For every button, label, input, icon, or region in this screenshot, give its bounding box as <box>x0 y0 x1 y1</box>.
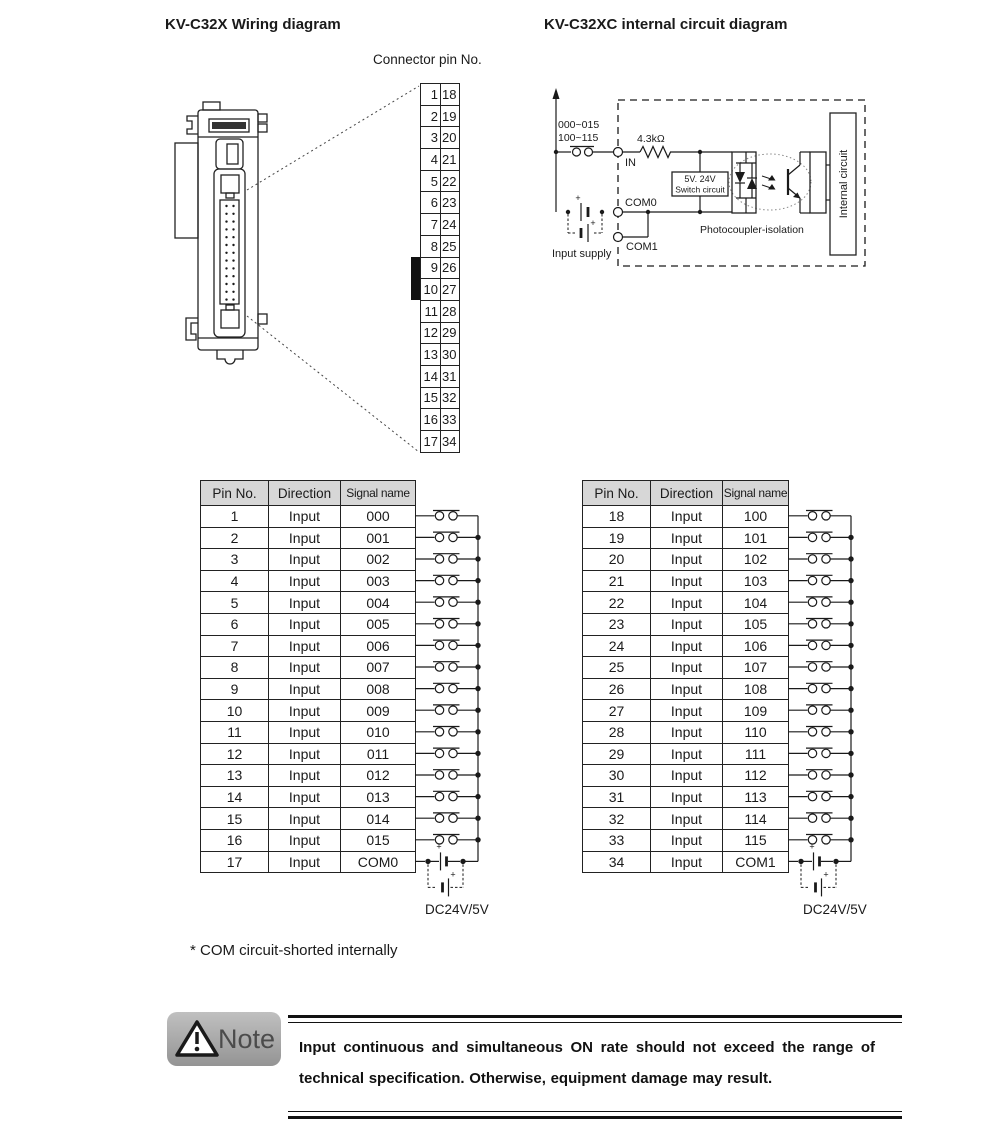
switch-symbol <box>415 619 481 629</box>
signal-cell: 003 <box>341 570 416 592</box>
switch-box-line2: Switch circuit <box>675 184 725 195</box>
direction-cell: Input <box>651 721 723 743</box>
switch-diagram-left <box>415 505 490 915</box>
direction-cell: Input <box>269 613 341 635</box>
table-row <box>583 700 789 722</box>
signal-cell: 111 <box>723 743 789 765</box>
table-row <box>201 851 416 873</box>
table-row <box>201 635 416 657</box>
signal-cell: 010 <box>341 721 416 743</box>
pin-map-row <box>421 431 460 453</box>
pin-cell: 4 <box>201 570 269 592</box>
switch-symbol <box>788 791 854 801</box>
switch-symbol <box>788 575 854 585</box>
table-row <box>201 786 416 808</box>
pin-number-left: 14 <box>421 365 441 387</box>
switch-symbol <box>788 770 854 779</box>
pin-map-row <box>421 387 460 409</box>
pin-map-row <box>421 344 460 366</box>
direction-cell: Input <box>269 657 341 679</box>
note-line-2: technical specification. Otherwise, equipment damage may result. <box>299 1070 773 1087</box>
col-header-direction: Direction <box>269 481 341 506</box>
table-row <box>583 786 789 808</box>
signal-cell: 110 <box>723 721 789 743</box>
col-header-pin: Pin No. <box>583 481 651 506</box>
direction-cell: Input <box>269 786 341 808</box>
supply-label-left: DC24V/5V <box>425 902 489 917</box>
pin-map-row <box>421 192 460 214</box>
signal-cell: 005 <box>341 613 416 635</box>
pin-number-right: 27 <box>441 279 460 301</box>
direction-cell: Input <box>651 678 723 700</box>
switch-symbol <box>788 511 851 521</box>
signal-cell: 009 <box>341 700 416 722</box>
table-row <box>583 808 789 830</box>
direction-cell: Input <box>269 506 341 528</box>
pin-cell: 21 <box>583 570 651 592</box>
svg-text:+: + <box>450 869 456 880</box>
signal-cell: 112 <box>723 765 789 787</box>
direction-cell: Input <box>269 721 341 743</box>
signal-cell: 002 <box>341 549 416 571</box>
direction-cell: Input <box>651 657 723 679</box>
pin-number-left: 2 <box>421 105 441 127</box>
note-label: Note <box>218 1023 276 1054</box>
signal-cell: 011 <box>341 743 416 765</box>
pin-number-left: 7 <box>421 214 441 236</box>
pin-cell: 28 <box>583 721 651 743</box>
module-top-tab <box>203 102 220 110</box>
pin-map-row <box>421 365 460 387</box>
table-row <box>583 765 789 787</box>
pin-number-right: 29 <box>441 322 460 344</box>
note-rule-top <box>288 1015 902 1023</box>
signal-cell: 100 <box>723 506 789 528</box>
pin-number-right: 30 <box>441 344 460 366</box>
pin-cell: 12 <box>201 743 269 765</box>
signal-cell: 000 <box>341 506 416 528</box>
module-side-plate <box>175 143 198 238</box>
table-row <box>583 570 789 592</box>
pin-cell: 15 <box>201 808 269 830</box>
switch-symbol <box>415 813 481 823</box>
note-rule-bottom <box>288 1111 902 1119</box>
direction-cell: Input <box>269 829 341 851</box>
connector-pin-label: Connector pin No. <box>373 52 482 67</box>
switch-symbol <box>415 683 481 693</box>
pin-cell: 14 <box>201 786 269 808</box>
pin-number-right: 25 <box>441 235 460 257</box>
module-left-clip-bottom <box>186 318 198 340</box>
warning-icon <box>174 1018 220 1060</box>
table-row <box>583 721 789 743</box>
pin-number-left: 12 <box>421 322 441 344</box>
connector-pins <box>225 205 234 301</box>
signal-cell: 106 <box>723 635 789 657</box>
signal-cell: 115 <box>723 829 789 851</box>
switch-symbol <box>415 554 481 564</box>
table-row <box>201 721 416 743</box>
pin-cell: 26 <box>583 678 651 700</box>
pin-cell: 30 <box>583 765 651 787</box>
pin-number-right: 19 <box>441 105 460 127</box>
resistor-label: 4.3kΩ <box>637 133 665 145</box>
direction-cell: Input <box>651 613 723 635</box>
table-row <box>201 549 416 571</box>
resistor-symbol <box>640 147 675 158</box>
switch-symbol <box>415 575 481 585</box>
switch-symbol <box>788 640 854 650</box>
switch-symbol <box>415 662 481 672</box>
photocoupler-label: Photocoupler-isolation <box>700 224 804 236</box>
pin-number-right: 32 <box>441 387 460 409</box>
pin-map-row <box>421 84 460 106</box>
pin-map-row <box>421 127 460 149</box>
phototransistor-icon <box>788 152 801 213</box>
svg-text:+: + <box>823 869 829 880</box>
right-section-title: KV-C32XC internal circuit diagram <box>544 16 788 33</box>
switch-symbol <box>788 813 854 823</box>
direction-cell: Input <box>269 678 341 700</box>
pin-cell: 34 <box>583 851 651 873</box>
pin-cell: 13 <box>201 765 269 787</box>
module-drawing <box>160 80 430 460</box>
signal-cell: COM1 <box>723 851 789 873</box>
table-row <box>583 549 789 571</box>
table-row <box>583 851 789 873</box>
switch-symbol <box>415 705 481 715</box>
switch-symbol <box>788 619 854 629</box>
direction-cell: Input <box>651 808 723 830</box>
table-row <box>201 570 416 592</box>
pin-number-right: 34 <box>441 431 460 453</box>
signal-table-right <box>582 480 789 873</box>
direction-cell: Input <box>651 765 723 787</box>
switch-symbol <box>415 597 481 607</box>
pin-number-left: 1 <box>421 84 441 106</box>
table-row <box>583 592 789 614</box>
switch-symbol <box>415 748 481 758</box>
pin-number-right: 22 <box>441 170 460 192</box>
col-header-signal: Signal name <box>723 481 789 506</box>
signal-cell: COM0 <box>341 851 416 873</box>
table-row <box>583 743 789 765</box>
table-row <box>583 829 789 851</box>
pin-number-left: 10 <box>421 279 441 301</box>
leader-line-bottom <box>247 316 419 452</box>
pin-number-right: 21 <box>441 149 460 171</box>
pin-number-left: 11 <box>421 300 441 322</box>
pin-number-left: 3 <box>421 127 441 149</box>
pin-number-right: 18 <box>441 84 460 106</box>
direction-cell: Input <box>651 829 723 851</box>
signal-cell: 113 <box>723 786 789 808</box>
pin-cell: 3 <box>201 549 269 571</box>
note-text <box>299 1032 905 1094</box>
connector-pin-strip <box>220 200 239 304</box>
signal-table-left <box>200 480 416 873</box>
pin-map-row <box>421 214 460 236</box>
left-section-title: KV-C32X Wiring diagram <box>165 16 341 33</box>
battery-symbol <box>415 841 478 870</box>
pin-number-left: 13 <box>421 344 441 366</box>
switch-symbol <box>415 791 481 801</box>
direction-cell: Input <box>269 808 341 830</box>
pin-map-row <box>421 279 460 301</box>
pin-map-row <box>421 409 460 431</box>
note-line-1: Input continuous and simultaneous ON rate should not exceed the range of <box>299 1039 876 1056</box>
table-row <box>201 657 416 679</box>
direction-cell: Input <box>651 851 723 873</box>
connector-pin-table <box>420 83 460 453</box>
note-badge <box>167 1012 281 1066</box>
direction-cell: Input <box>269 851 341 873</box>
table-row <box>201 592 416 614</box>
table-row <box>583 613 789 635</box>
switch-symbol <box>788 597 854 607</box>
pin-cell: 16 <box>201 829 269 851</box>
com0-label: COM0 <box>625 197 657 209</box>
in-label: IN <box>625 157 636 169</box>
pin-number-right: 24 <box>441 214 460 236</box>
arrow-up-icon <box>553 88 560 99</box>
pin-number-right: 23 <box>441 192 460 214</box>
alt-battery-symbol <box>801 864 836 896</box>
pin-map-row <box>421 322 460 344</box>
direction-cell: Input <box>651 700 723 722</box>
switch-symbol <box>788 532 854 542</box>
switch-symbol <box>788 748 854 758</box>
pin-map-row <box>421 149 460 171</box>
switch-symbol <box>415 640 481 650</box>
signal-cell: 103 <box>723 570 789 592</box>
direction-cell: Input <box>651 549 723 571</box>
switch-symbol <box>788 835 854 845</box>
alt-battery-symbol <box>428 864 463 896</box>
pin-cell: 25 <box>583 657 651 679</box>
switch-symbol <box>415 835 481 845</box>
direction-cell: Input <box>269 549 341 571</box>
table-row <box>201 613 416 635</box>
range-label-1: 000~015 <box>558 119 600 131</box>
signal-cell: 013 <box>341 786 416 808</box>
switch-symbol <box>415 511 478 521</box>
switch-symbol <box>415 727 481 737</box>
pin-cell: 7 <box>201 635 269 657</box>
pin-map-row <box>421 300 460 322</box>
pin-cell: 18 <box>583 506 651 528</box>
signal-cell: 012 <box>341 765 416 787</box>
pin-number-right: 33 <box>441 409 460 431</box>
switch-symbol <box>788 705 854 715</box>
connector-outline <box>214 169 245 337</box>
col-header-pin: Pin No. <box>201 481 269 506</box>
switch-box-line1: 5V. 24V <box>684 174 716 184</box>
pin-map-row <box>421 257 460 279</box>
module-left-clip-top <box>187 116 198 134</box>
pin-cell: 1 <box>201 506 269 528</box>
switch-symbol <box>415 532 481 542</box>
pin-cell: 29 <box>583 743 651 765</box>
switch-symbol <box>788 554 854 564</box>
signal-cell: 004 <box>341 592 416 614</box>
table-row <box>201 700 416 722</box>
pin-map-row <box>421 105 460 127</box>
direction-cell: Input <box>269 570 341 592</box>
pin-number-left: 8 <box>421 235 441 257</box>
pin-cell: 22 <box>583 592 651 614</box>
svg-text:+: + <box>436 841 442 852</box>
signal-cell: 104 <box>723 592 789 614</box>
battery-symbol <box>788 841 851 870</box>
internal-circuit-label: Internal circuit <box>838 149 850 219</box>
signal-cell: 006 <box>341 635 416 657</box>
table-row <box>201 829 416 851</box>
signal-cell: 008 <box>341 678 416 700</box>
com0-terminal <box>614 208 623 217</box>
table-row <box>201 765 416 787</box>
pin-cell: 2 <box>201 527 269 549</box>
svg-text:+: + <box>590 218 596 228</box>
range-label-2: 100~115 <box>558 132 599 144</box>
table-row <box>583 527 789 549</box>
direction-cell: Input <box>651 506 723 528</box>
signal-cell: 107 <box>723 657 789 679</box>
pin-cell: 6 <box>201 613 269 635</box>
pin-number-left: 17 <box>421 431 441 453</box>
switch-symbol <box>788 683 854 693</box>
direction-cell: Input <box>269 635 341 657</box>
signal-cell: 101 <box>723 527 789 549</box>
col-header-signal: Signal name <box>341 481 416 506</box>
header-row <box>201 481 416 506</box>
table-row <box>583 657 789 679</box>
pin-cell: 31 <box>583 786 651 808</box>
pin-cell: 20 <box>583 549 651 571</box>
pin-cell: 10 <box>201 700 269 722</box>
pin-cell: 27 <box>583 700 651 722</box>
signal-cell: 114 <box>723 808 789 830</box>
signal-cell: 108 <box>723 678 789 700</box>
pin-number-left: 15 <box>421 387 441 409</box>
internal-circuit-diagram <box>540 80 970 275</box>
direction-cell: Input <box>269 765 341 787</box>
pin-cell: 5 <box>201 592 269 614</box>
pin-cell: 17 <box>201 851 269 873</box>
direction-cell: Input <box>651 743 723 765</box>
switch-symbol <box>415 770 481 779</box>
switch-diagram-right <box>788 505 863 915</box>
header-row <box>583 481 789 506</box>
svg-text:+: + <box>809 841 815 852</box>
signal-cell: 105 <box>723 613 789 635</box>
pin-number-left: 9 <box>421 257 441 279</box>
pin-cell: 8 <box>201 657 269 679</box>
supply-label-right: DC24V/5V <box>803 902 867 917</box>
direction-cell: Input <box>651 786 723 808</box>
connector-key-tab <box>411 257 420 300</box>
pin-map-row <box>421 235 460 257</box>
com1-label: COM1 <box>626 241 658 253</box>
switch-symbol <box>788 662 854 672</box>
direction-cell: Input <box>269 527 341 549</box>
pin-cell: 33 <box>583 829 651 851</box>
pin-number-left: 4 <box>421 149 441 171</box>
signal-cell: 015 <box>341 829 416 851</box>
col-header-direction: Direction <box>651 481 723 506</box>
direction-cell: Input <box>651 592 723 614</box>
table-row <box>201 506 416 528</box>
pin-cell: 19 <box>583 527 651 549</box>
light-arrows-icon <box>762 175 776 190</box>
pin-cell: 9 <box>201 678 269 700</box>
direction-cell: Input <box>651 635 723 657</box>
table-row <box>201 808 416 830</box>
pin-number-right: 26 <box>441 257 460 279</box>
input-supply-label: Input supply <box>552 248 612 260</box>
leader-line-top <box>247 86 419 190</box>
pin-number-right: 20 <box>441 127 460 149</box>
signal-cell: 007 <box>341 657 416 679</box>
table-row <box>583 678 789 700</box>
switch-symbol <box>788 727 854 737</box>
table-row <box>201 678 416 700</box>
table-row <box>583 635 789 657</box>
pin-number-right: 31 <box>441 365 460 387</box>
alt-battery <box>568 214 602 242</box>
com1-terminal <box>614 233 623 242</box>
pin-number-left: 5 <box>421 170 441 192</box>
direction-cell: Input <box>269 743 341 765</box>
table-row <box>201 743 416 765</box>
pin-number-left: 16 <box>421 409 441 431</box>
direction-cell: Input <box>269 592 341 614</box>
pin-number-left: 6 <box>421 192 441 214</box>
table-row <box>201 527 416 549</box>
signal-cell: 014 <box>341 808 416 830</box>
pin-map-row <box>421 170 460 192</box>
pin-cell: 32 <box>583 808 651 830</box>
pin-cell: 24 <box>583 635 651 657</box>
direction-cell: Input <box>651 527 723 549</box>
led-pair-icon <box>735 163 757 198</box>
com-footnote: * COM circuit-shorted internally <box>190 942 398 959</box>
battery-plus: + <box>575 193 581 203</box>
in-terminal <box>614 148 623 157</box>
table-row <box>583 506 789 528</box>
signal-cell: 109 <box>723 700 789 722</box>
pin-cell: 11 <box>201 721 269 743</box>
direction-cell: Input <box>269 700 341 722</box>
signal-cell: 102 <box>723 549 789 571</box>
module-body <box>198 110 258 350</box>
direction-cell: Input <box>651 570 723 592</box>
pin-cell: 23 <box>583 613 651 635</box>
pin-number-right: 28 <box>441 300 460 322</box>
signal-cell: 001 <box>341 527 416 549</box>
